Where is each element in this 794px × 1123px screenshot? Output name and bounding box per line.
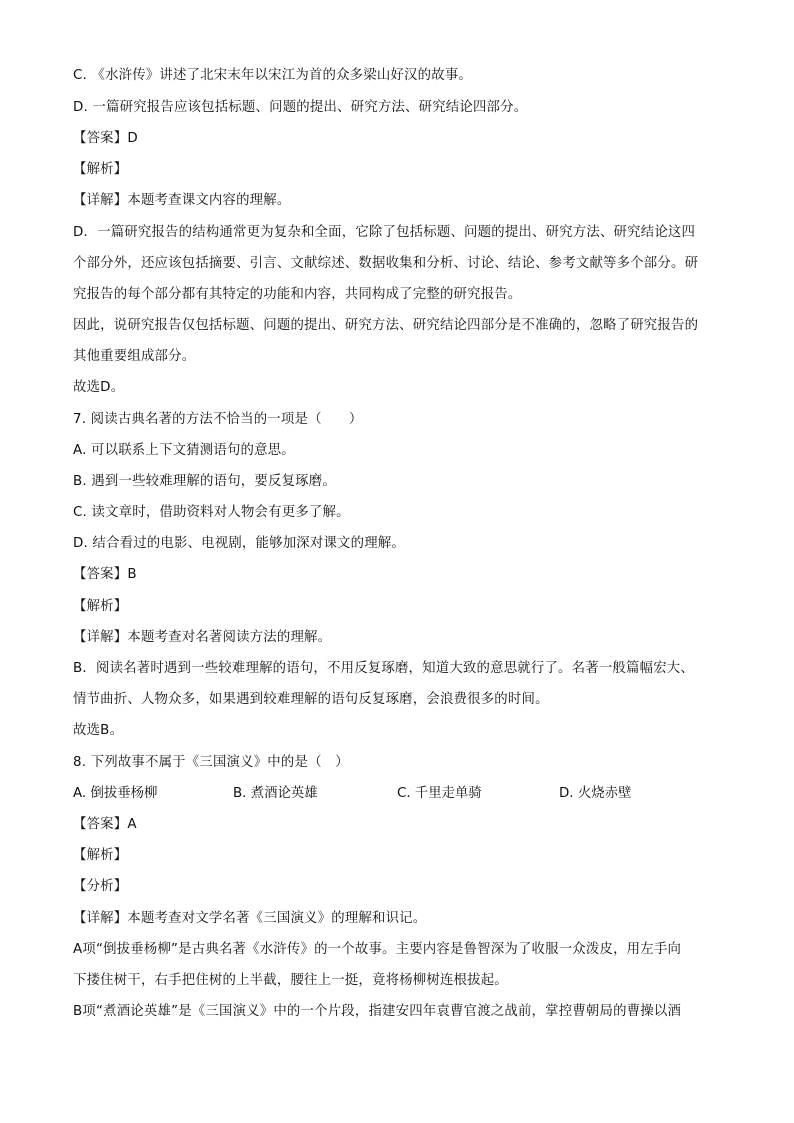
explanation-line: 因此，说研究报告仅包括标题、问题的提出、研究方法、研究结论四部分是不准确的，忽略了研究报告的 (73, 318, 699, 333)
analysis-sub-label: 【分析】 (73, 879, 128, 894)
question-8-option-b: B. 煮酒论英雄 (233, 786, 318, 801)
question-8-options (73, 784, 733, 804)
explanation-line: 其他重要组成部分。 (73, 349, 196, 364)
explanation-line: 个部分外，还应该包括摘要、引言、文献综述、数据收集和分析、讨论、结论、参考文献等多个部分。研 (73, 256, 699, 271)
explanation-line: 【详解】本题考查课文内容的理解。 (73, 193, 291, 208)
explanation-line: B项“煮酒论英雄”是《三国演义》中的一个片段，指建安四年袁曹官渡之战前，掌控曹朝局的曹操以酒 (73, 1004, 682, 1019)
explanation-line: 下搂住树干，右手把住树的上半截，腰往上一挺，竟将杨柳树连根拔起。 (73, 973, 508, 988)
question-7-option-b: B. 遇到一些较难理解的语句，要反复琢磨。 (73, 474, 336, 489)
conclusion-line: 故选B。 (73, 723, 124, 738)
analysis-label: 【解析】 (73, 162, 128, 177)
question-7-stem: 7. 阅读古典名著的方法不恰当的一项是（ ） (73, 412, 363, 427)
conclusion-line: 故选D。 (73, 380, 125, 395)
explanation-line: A项“倒拔垂杨柳”是古典名著《水浒传》的一个故事。主要内容是鲁智深为了收服一众泼皮，用左手向 (73, 942, 682, 957)
option-c-line: C. 《水浒传》讲述了北宋末年以宋江为首的众多梁山好汉的故事。 (73, 68, 472, 83)
question-8-option-c: C. 千里走单骑 (397, 786, 482, 801)
analysis-label: 【解析】 (73, 848, 128, 863)
explanation-line: 情节曲折、人物众多，如果遇到较难理解的语句反复琢磨，会浪费很多的时间。 (73, 692, 549, 707)
analysis-label: 【解析】 (73, 599, 128, 614)
question-7-option-a: A. 可以联系上下文猜测语句的意思。 (73, 443, 295, 458)
answer-label: 【答案】A (73, 817, 137, 832)
explanation-line: 究报告的每个部分都有其特定的功能和内容，共同构成了完整的研究报告。 (73, 287, 522, 302)
question-8-option-a: A. 倒拔垂杨柳 (73, 786, 158, 801)
explanation-line: 【详解】本题考查对文学名著《三国演义》的理解和识记。 (73, 911, 427, 926)
question-8-option-d: D. 火烧赤壁 (559, 786, 632, 801)
question-8-stem: 8. 下列故事不属于《三国演义》中的是（ ） (73, 755, 349, 770)
explanation-line: D．一篇研究报告的结构通常更为复杂和全面，它除了包括标题、问题的提出、研究方法、研究结论这四 (73, 225, 696, 240)
explanation-line: B．阅读名著时遇到一些较难理解的语句，不用反复琢磨，知道大致的意思就行了。名著一般篇幅宏大、 (73, 661, 694, 676)
answer-label: 【答案】D (73, 131, 138, 146)
question-7-option-c: C. 读文章时，借助资料对人物会有更多了解。 (73, 505, 350, 520)
explanation-line: 【详解】本题考查对名著阅读方法的理解。 (73, 630, 332, 645)
question-7-option-d: D. 结合看过的电影、电视剧，能够加深对课文的理解。 (73, 536, 406, 551)
answer-label: 【答案】B (73, 567, 137, 582)
option-d-line: D. 一篇研究报告应该包括标题、问题的提出、研究方法、研究结论四部分。 (73, 100, 528, 115)
